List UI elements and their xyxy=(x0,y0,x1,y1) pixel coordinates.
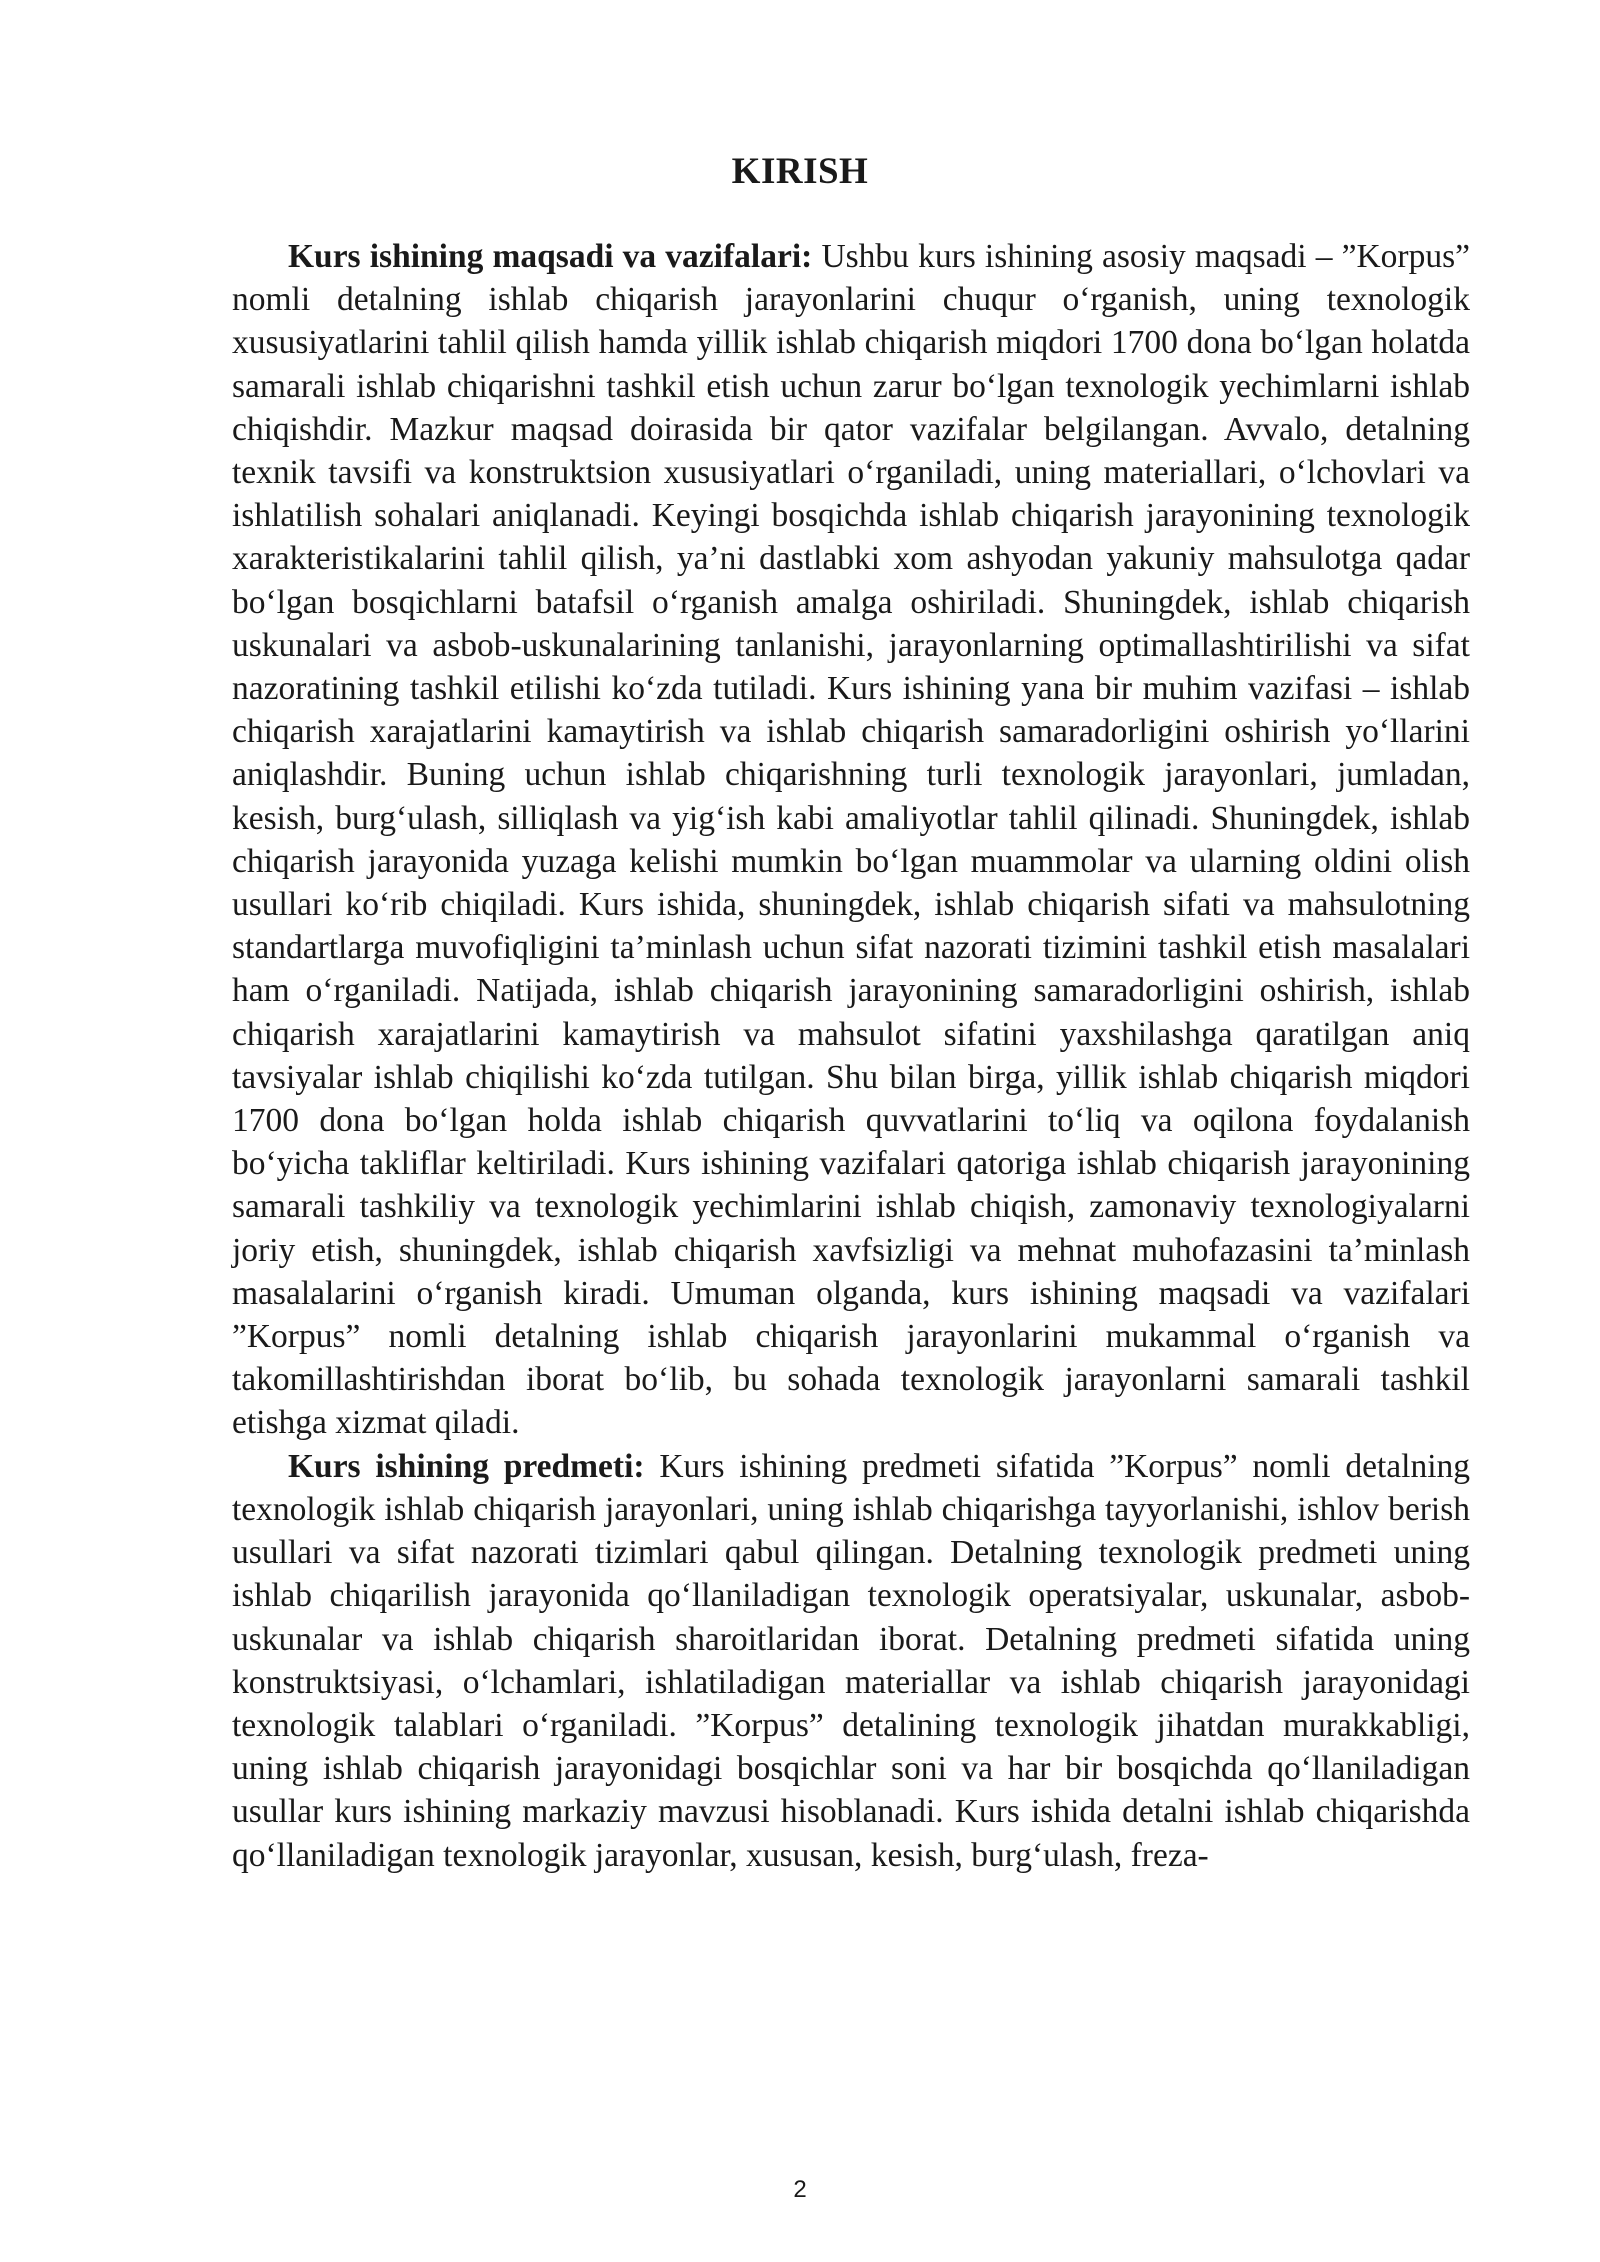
paragraph-lead: Kurs ishining predmeti: xyxy=(288,1447,645,1485)
body-text xyxy=(232,235,1470,1877)
paragraph-text: Kurs ishining predmeti sifatida ”Korpus” nomli detalning texnologik ishlab chiqarish jarayonlari, uning ishlab chiqarishga tayyorlanishi, ishlov berish usullari va sifat nazorati tizimlari qabul qilingan. Detalning texnologik predmeti uning ishlab chiqarilish jarayonida qo‘llaniladigan texnologik operatsiyalar, uskunalar, asbob-uskunalar va ishlab chiqarish sharoitlaridan iborat. Detalning predmeti sifatida uning konstruktsiyasi, o‘lchamlari, ishlatiladigan materiallar va ishlab chiqarish jarayonidagi texnologik talablari o‘rganiladi. ”Korpus” detalining texnologik jihatdan murakkabligi, uning ishlab chiqarish jarayonidagi bosqichlar soni va har bir bosqichda qo‘llaniladigan usullar kurs ishining markaziy mavzusi hisoblanadi. Kurs ishida detalni ishlab chiqarishda qo‘llaniladigan texnologik jarayonlar, xususan, kesish, burg‘ulash, freza- xyxy=(232,1447,1470,1874)
paragraph-lead: Kurs ishining maqsadi va vazifalari: xyxy=(288,238,813,275)
page-number: 2 xyxy=(793,2176,807,2203)
paragraph-purpose xyxy=(232,235,1470,1445)
page-title: KIRISH xyxy=(731,151,869,192)
paragraph-text: Ushbu kurs ishining asosiy maqsadi – ”Korpus” nomli detalning ishlab chiqarish jarayonlarini chuqur o‘rganish, uning texnologik xususiyatlarini tahlil qilish hamda yillik ishlab chiqarish miqdori 1700 dona bo‘lgan holatda samarali ishlab chiqarishni tashkil etish uchun zarur bo‘lgan texnologik yechimlarni ishlab chiqishdir. Mazkur maqsad doirasida bir qator vazifalar belgilangan. Avvalo, detalning texnik tavsifi va konstruktsion xususiyatlari o‘rganiladi, uning materiallari, o‘lchovlari va ishlatilish sohalari aniqlanadi. Keyingi bosqichda ishlab chiqarish jarayonining texnologik xarakteristikalarini tahlil qilish, ya’ni dastlabki xom ashyodan yakuniy mahsulotga qadar bo‘lgan bosqichlarni batafsil o‘rganish amalga oshiriladi. Shuningdek, ishlab chiqarish uskunalari va asbob-uskunalarining tanlanishi, jarayonlarning optimallashtirilishi va sifat nazoratining tashkil etilishi ko‘zda tutiladi. Kurs ishining yana bir muhim vazifasi – ishlab chiqarish xarajatlarini kamaytirish va ishlab chiqarish samaradorligini oshirish yo‘llarini aniqlashdir. Buning uchun ishlab chiqarishning turli texnologik jarayonlari, jumladan, kesish, burg‘ulash, silliqlash va yig‘ish kabi amaliyotlar tahlil qilinadi. Shuningdek, ishlab chiqarish jarayonida yuzaga kelishi mumkin bo‘lgan muammolar va ularning oldini olish usullari ko‘rib chiqiladi. Kurs ishida, shuningdek, ishlab chiqarish sifati va mahsulotning standartlarga muvofiqligini ta’minlash uchun sifat nazorati tizimini tashkil etish masalalari ham o‘rganiladi. Natijada, ishlab chiqarish jarayonining samaradorligini oshirish, ishlab chiqarish xarajatlarini kamaytirish va mahsulot sifatini yaxshilashga qaratilgan aniq tavsiyalar ishlab chiqilishi ko‘zda tutilgan. Shu bilan birga, yillik ishlab chiqarish miqdori 1700 dona bo‘lgan holda ishlab chiqarish quvvatlarini to‘liq va oqilona foydalanish bo‘yicha takliflar keltiriladi. Kurs ishining vazifalari qatoriga ishlab chiqarish jarayonining samarali tashkiliy va texnologik yechimlarini ishlab chiqish, zamonaviy texnologiyalarni joriy etish, shuningdek, ishlab chiqarish xavfsizligi va mehnat muhofazasini ta’minlash masalalarini o‘rganish kiradi. Umuman olganda, kurs ishining maqsadi va vazifalari ”Korpus” nomli detalning ishlab chiqarish jarayonlarini mukammal o‘rganish va takomillashtirishdan iborat bo‘lib, bu sohada texnologik jarayonlarni samarali tashkil etishga xizmat qiladi. xyxy=(232,238,1470,1442)
paragraph-subject xyxy=(232,1445,1470,1877)
